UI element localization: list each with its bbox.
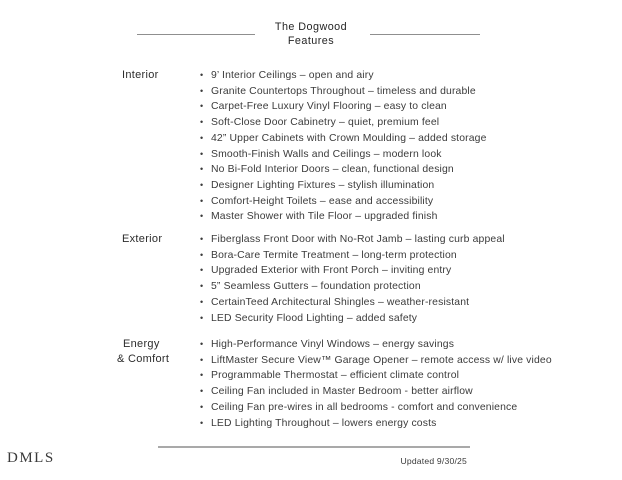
bullet-icon: • xyxy=(200,296,204,307)
bullet-icon: • xyxy=(200,249,204,260)
list-item xyxy=(200,162,622,178)
bullet-icon: • xyxy=(200,179,204,190)
item-text: Ceiling Fan pre-wires in all bedrooms - comfort and convenience xyxy=(211,401,518,413)
item-text: Carpet-Free Luxury Vinyl Flooring – easy to clean xyxy=(211,101,447,113)
item-text: 42” Upper Cabinets with Crown Moulding – added storage xyxy=(211,132,487,144)
item-text: Granite Countertops Throughout – timeless and durable xyxy=(211,85,476,97)
item-text: Programmable Thermostat – efficient climate control xyxy=(211,370,460,382)
section-interior xyxy=(0,68,622,225)
dmls-logo: DMLS xyxy=(7,450,55,466)
bullet-icon: • xyxy=(200,354,204,365)
list-item xyxy=(200,232,622,248)
item-text: Fiberglass Front Door with No-Rot Jamb – lasting curb appeal xyxy=(211,234,505,245)
energy-comfort-list xyxy=(0,337,622,431)
item-text: No Bi-Fold Interior Doors – clean, functional design xyxy=(211,164,454,176)
item-text: Smooth-Finish Walls and Ceilings – modern look xyxy=(211,148,442,160)
list-item xyxy=(200,263,622,279)
footer-rule xyxy=(158,446,470,448)
item-text: CertainTeed Architectural Shingles – weather-resistant xyxy=(211,296,470,308)
list-item xyxy=(200,279,622,295)
list-item xyxy=(200,147,622,163)
bullet-icon: • xyxy=(200,401,204,412)
list-item xyxy=(200,416,622,432)
item-text: Upgraded Exterior with Front Porch – inviting entry xyxy=(211,265,452,277)
section-label-exterior: Exterior xyxy=(122,233,163,245)
list-item xyxy=(200,131,622,147)
item-text: Master Shower with Tile Floor – upgraded finish xyxy=(211,211,438,223)
bullet-icon: • xyxy=(200,234,204,244)
label-line-1: Energy xyxy=(123,338,160,350)
bullet-icon: • xyxy=(200,148,204,159)
label-line-2: & Comfort xyxy=(117,352,170,365)
exterior-list xyxy=(0,232,622,326)
item-text: Designer Lighting Fixtures – stylish illumination xyxy=(211,179,435,191)
list-item xyxy=(200,178,622,194)
item-text: Soft-Close Door Cabinetry – quiet, premium feel xyxy=(211,117,440,129)
title-line-2: Features xyxy=(287,34,335,47)
item-text: LiftMaster Secure View™ Garage Opener – remote access w/ live video xyxy=(211,354,552,366)
list-item xyxy=(200,99,622,115)
list-item xyxy=(200,400,622,416)
section-energy-comfort xyxy=(0,337,622,431)
list-item xyxy=(200,209,622,225)
updated-date: Updated 9/30/25 xyxy=(400,456,467,466)
item-text: 9’ Interior Ceilings – open and airy xyxy=(211,70,374,81)
section-exterior xyxy=(0,232,622,326)
header-rule-right xyxy=(370,34,480,35)
bullet-icon: • xyxy=(200,195,204,206)
bullet-icon: • xyxy=(200,101,204,112)
bullet-icon: • xyxy=(200,85,204,96)
item-text: Comfort-Height Toilets – ease and accessibility xyxy=(211,195,434,207)
bullet-icon: • xyxy=(200,164,204,175)
bullet-icon: • xyxy=(200,265,204,276)
bullet-icon: • xyxy=(200,312,204,323)
list-item xyxy=(200,68,622,84)
list-item xyxy=(200,384,622,400)
page-title xyxy=(0,21,622,48)
list-item xyxy=(200,194,622,210)
item-text: High-Performance Vinyl Windows – energy savings xyxy=(211,339,455,350)
bullet-icon: • xyxy=(200,70,204,80)
bullet-icon: • xyxy=(200,386,204,397)
list-item xyxy=(200,295,622,311)
item-text: Ceiling Fan included in Master Bedroom - better airflow xyxy=(211,386,473,398)
item-text: LED Lighting Throughout – lowers energy costs xyxy=(211,417,437,429)
bullet-icon: • xyxy=(200,339,204,349)
interior-list xyxy=(0,68,622,225)
bullet-icon: • xyxy=(200,117,204,128)
bullet-icon: • xyxy=(200,211,204,222)
list-item xyxy=(200,311,622,327)
list-item xyxy=(200,353,622,369)
section-label-energy-comfort xyxy=(117,337,169,366)
list-item xyxy=(200,368,622,384)
list-item xyxy=(200,115,622,131)
bullet-icon: • xyxy=(200,132,204,143)
bullet-icon: • xyxy=(200,370,204,381)
list-item xyxy=(200,337,622,353)
item-text: 5” Seamless Gutters – foundation protection xyxy=(211,281,421,293)
list-item xyxy=(200,248,622,264)
item-text: Bora-Care Termite Treatment – long-term protection xyxy=(211,249,457,261)
item-text: LED Security Flood Lighting – added safety xyxy=(211,312,418,324)
bullet-icon: • xyxy=(200,417,204,428)
title-line-1: The Dogwood xyxy=(274,21,348,33)
list-item xyxy=(200,84,622,100)
bullet-icon: • xyxy=(200,281,204,292)
section-label-interior: Interior xyxy=(122,69,159,81)
